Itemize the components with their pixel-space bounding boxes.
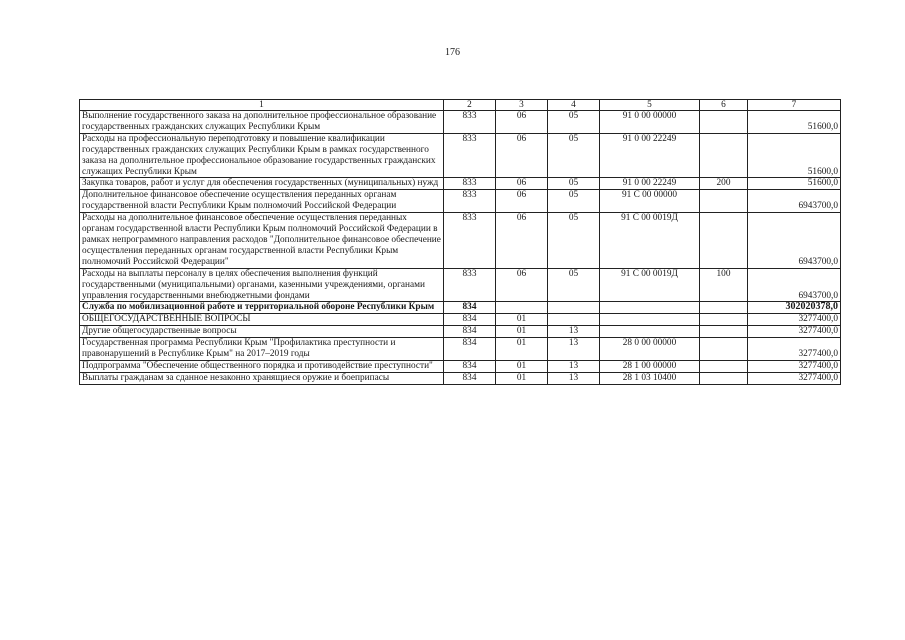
row-section-code: 01 [496,314,548,326]
row-amount: 3277400,0 [748,360,841,372]
row-ministry-code: 834 [444,314,496,326]
row-ministry-code: 833 [444,213,496,269]
row-section-code: 06 [496,213,548,269]
column-header: 3 [496,100,548,111]
row-name: Государственная программа Республики Крым "Профилактика преступности и правонарушений в Республике Крым" на 2017–2019 годы [80,338,444,361]
row-section-code: 06 [496,111,548,134]
column-header: 2 [444,100,496,111]
table-row [80,302,841,314]
row-amount: 6943700,0 [748,268,841,302]
table-row [80,268,841,302]
row-amount: 51600,0 [748,111,841,134]
table-row [80,213,841,269]
row-name: Закупка товаров, работ и услуг для обеспечения государственных (муниципальных) нужд [80,178,444,190]
column-header: 7 [748,100,841,111]
row-name: Выплаты гражданам за сданное незаконно хранящиеся оружие и боеприпасы [80,372,444,384]
table-row [80,133,841,178]
row-name: Дополнительное финансовое обеспечение осуществления переданных органам государственной власти Республики Крым полномочий Российской Федерации [80,190,444,213]
row-subsection-code: 05 [548,190,600,213]
row-ministry-code: 834 [444,338,496,361]
row-section-code: 06 [496,190,548,213]
table-row [80,111,841,134]
table-row [80,314,841,326]
row-ministry-code: 833 [444,178,496,190]
row-expense-type-code [700,338,748,361]
row-section-code: 01 [496,338,548,361]
table-body [80,100,841,385]
row-target-code: 91 С 00 00000 [600,190,700,213]
row-subsection-code: 05 [548,213,600,269]
table-header-row [80,100,841,111]
row-name: Другие общегосударственные вопросы [80,326,444,338]
row-expense-type-code: 200 [700,178,748,190]
row-section-code: 01 [496,360,548,372]
row-subsection-code: 05 [548,133,600,178]
row-name: Расходы на дополнительное финансовое обеспечение осуществления переданных органам государственной власти Республики Крым полномочий Российской Федерации в рамках непрограммного направления расходов "Дополнительное финансовое обеспечение осуществления переданных органам государственной власти Республики Крым полномочий Российской Федерации" [80,213,444,269]
row-ministry-code: 834 [444,360,496,372]
table-row [80,360,841,372]
row-target-code [600,314,700,326]
row-subsection-code: 05 [548,178,600,190]
row-name: Служба по мобилизационной работе и территориальной обороне Республики Крым [80,302,444,314]
row-amount: 51600,0 [748,133,841,178]
row-name: Выполнение государственного заказа на дополнительное профессиональное образование государственных гражданских служащих Республики Крым [80,111,444,134]
row-amount: 3277400,0 [748,338,841,361]
table-row [80,338,841,361]
row-ministry-code: 834 [444,372,496,384]
row-target-code: 91 0 00 22249 [600,133,700,178]
table-row [80,326,841,338]
row-subsection-code: 05 [548,111,600,134]
table-row [80,178,841,190]
row-subsection-code: 13 [548,326,600,338]
row-expense-type-code [700,314,748,326]
table-row [80,372,841,384]
row-expense-type-code [700,360,748,372]
row-ministry-code: 834 [444,326,496,338]
row-expense-type-code: 100 [700,268,748,302]
row-section-code: 06 [496,133,548,178]
row-section-code [496,302,548,314]
row-target-code: 28 1 03 10400 [600,372,700,384]
row-target-code: 91 С 00 0019Д [600,268,700,302]
table-row [80,190,841,213]
row-ministry-code: 834 [444,302,496,314]
row-name: Расходы на профессиональную переподготовку и повышение квалификации государственных гражданских служащих Республики Крым в рамках государственного заказа на дополнительное профессиональное образование государственных гражданских служащих Республики Крым [80,133,444,178]
column-header: 6 [700,100,748,111]
column-header: 5 [600,100,700,111]
row-amount: 3277400,0 [748,326,841,338]
row-expense-type-code [700,372,748,384]
row-name: Подпрограмма "Обеспечение общественного порядка и противодействие преступности" [80,360,444,372]
row-subsection-code: 13 [548,338,600,361]
row-expense-type-code [700,326,748,338]
row-ministry-code: 833 [444,133,496,178]
budget-table [79,99,841,385]
row-subsection-code: 13 [548,360,600,372]
row-ministry-code: 833 [444,111,496,134]
row-expense-type-code [700,213,748,269]
row-expense-type-code [700,111,748,134]
row-subsection-code: 13 [548,372,600,384]
row-target-code: 28 1 00 00000 [600,360,700,372]
row-target-code [600,326,700,338]
row-amount: 51600,0 [748,178,841,190]
row-subsection-code [548,314,600,326]
row-ministry-code: 833 [444,268,496,302]
row-amount: 6943700,0 [748,213,841,269]
row-subsection-code [548,302,600,314]
row-amount: 3277400,0 [748,314,841,326]
row-target-code [600,302,700,314]
row-target-code: 91 0 00 00000 [600,111,700,134]
row-expense-type-code [700,190,748,213]
row-expense-type-code [700,302,748,314]
row-amount: 302020378,0 [748,302,841,314]
row-subsection-code: 05 [548,268,600,302]
row-section-code: 06 [496,268,548,302]
row-ministry-code: 833 [444,190,496,213]
row-expense-type-code [700,133,748,178]
row-amount: 6943700,0 [748,190,841,213]
row-target-code: 28 0 00 00000 [600,338,700,361]
row-name: ОБЩЕГОСУДАРСТВЕННЫЕ ВОПРОСЫ [80,314,444,326]
row-section-code: 01 [496,326,548,338]
page-number: 176 [445,47,460,58]
row-target-code: 91 С 00 0019Д [600,213,700,269]
row-amount: 3277400,0 [748,372,841,384]
row-section-code: 06 [496,178,548,190]
row-section-code: 01 [496,372,548,384]
column-header: 4 [548,100,600,111]
row-name: Расходы на выплаты персоналу в целях обеспечения выполнения функций государственными (муниципальными) органами, казенными учреждениями, органами управления государственными внебюджетными фондами [80,268,444,302]
column-header: 1 [80,100,444,111]
row-target-code: 91 0 00 22249 [600,178,700,190]
